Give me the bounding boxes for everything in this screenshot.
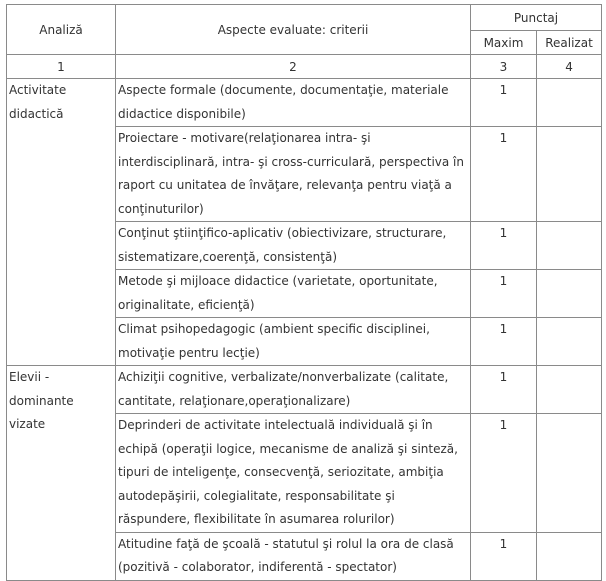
column-number-4: 4 bbox=[537, 55, 602, 79]
column-number-1: 1 bbox=[7, 55, 116, 79]
table-row bbox=[7, 79, 602, 127]
header-maxim: Maxim bbox=[471, 31, 537, 55]
criterion-max: 1 bbox=[471, 318, 537, 366]
evaluation-table bbox=[6, 4, 602, 581]
column-number-3: 3 bbox=[471, 55, 537, 79]
criterion-realizat bbox=[537, 366, 602, 414]
criterion-max: 1 bbox=[471, 414, 537, 533]
criterion-realizat bbox=[537, 318, 602, 366]
criterion-realizat bbox=[537, 532, 602, 580]
criterion-max: 1 bbox=[471, 79, 537, 127]
criterion-max: 1 bbox=[471, 127, 537, 222]
header-realizat: Realizat bbox=[537, 31, 602, 55]
criterion-max: 1 bbox=[471, 366, 537, 414]
criterion-max: 1 bbox=[471, 222, 537, 270]
header-analiza: Analiză bbox=[7, 5, 116, 55]
criterion-text: Aspecte formale (documente, documentaţie, materiale didactice disponibile) bbox=[116, 79, 471, 127]
header-aspecte: Aspecte evaluate: criterii bbox=[116, 5, 471, 55]
criterion-max: 1 bbox=[471, 270, 537, 318]
table-row bbox=[7, 366, 602, 414]
criterion-max: 1 bbox=[471, 532, 537, 580]
criterion-text: Metode şi mijloace didactice (varietate, oportunitate, originalitate, eficienţă) bbox=[116, 270, 471, 318]
criterion-realizat bbox=[537, 222, 602, 270]
criterion-realizat bbox=[537, 414, 602, 533]
criterion-text: Climat psihopedagogic (ambient specific disciplinei, motivaţie pentru lecţie) bbox=[116, 318, 471, 366]
criterion-text: Achiziţii cognitive, verbalizate/nonverbalizate (calitate, cantitate, relaţionare,operaţionalizare) bbox=[116, 366, 471, 414]
header-punctaj: Punctaj bbox=[471, 5, 602, 31]
section-name: Elevii - dominante vizate bbox=[7, 366, 116, 581]
criterion-text: Proiectare - motivare(relaţionarea intra- şi interdisciplinară, intra- şi cross-curriculară, perspectiva în raport cu unitatea de învăţare, relevanţa pentru viaţă a conţinuturilor) bbox=[116, 127, 471, 222]
column-number-2: 2 bbox=[116, 55, 471, 79]
criterion-text: Deprinderi de activitate intelectuală individuală şi în echipă (operaţii logice, mecanisme de analiză şi sinteză, tipuri de inteligenţe, consecvenţă, seriozitate, ambiţia autodepăşirii, colegialitate, responsabilitate şi răspundere, flexibilitate în asumarea rolurilor) bbox=[116, 414, 471, 533]
criterion-text: Conţinut ştiinţifico-aplicativ (obiectivizare, structurare, sistematizare,coerenţă, consistenţă) bbox=[116, 222, 471, 270]
criterion-realizat bbox=[537, 79, 602, 127]
criterion-realizat bbox=[537, 127, 602, 222]
criterion-text: Atitudine faţă de şcoală - statutul şi rolul la ora de clasă (pozitivă - colaborator, indiferentă - spectator) bbox=[116, 532, 471, 580]
criterion-realizat bbox=[537, 270, 602, 318]
section-name: Activitate didactică bbox=[7, 79, 116, 366]
